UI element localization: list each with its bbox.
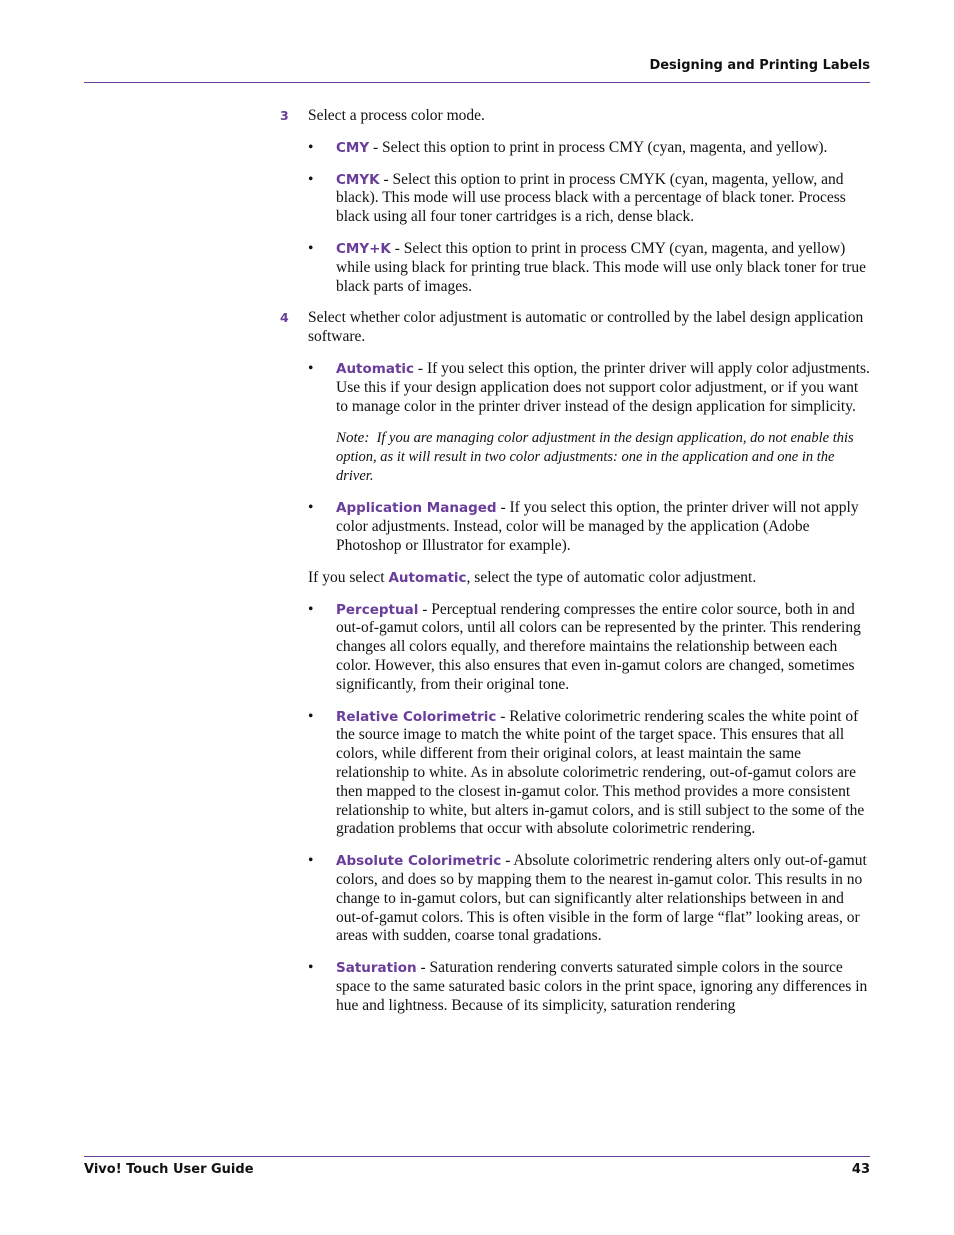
term-cmy: CMY <box>336 139 370 156</box>
term-automatic-ref: Automatic <box>388 569 467 586</box>
running-header: Designing and Printing Labels <box>649 58 870 73</box>
list-item-perceptual <box>280 601 870 695</box>
item-text: - If you select this option, the printer driver will not apply color adjustments. Instead, color will be managed by the application (Adobe Photoshop or Illustrator for example). <box>336 499 859 554</box>
step-number: 4 <box>280 310 289 326</box>
item-text: - Select this option to print in process CMYK (cyan, magenta, yellow, and black). This mode will use process black with a percentage of black toner. Process black using all four toner cartridges is a rich, dense black. <box>336 170 846 226</box>
page-number: 43 <box>851 1162 870 1177</box>
item-text: - Relative colorimetric rendering scales the white point of the source image to match the white point of the target space. This ensures that all colors, while different from their original colors, at least maintain the same relationship to white. As in absolute colorimetric rendering, out-of-gamut colors are then mapped to the closest in-gamut color. This method provides a more consistent relationship to white, but alters in-gamut colors, and is still subject to the some of the gradation problems that occur with absolute colorimetric rendering. <box>336 707 865 838</box>
list-item-automatic <box>280 360 870 416</box>
bullet-icon: • <box>308 959 314 977</box>
list-item-saturation <box>280 959 870 1015</box>
footer-rule <box>84 1156 870 1157</box>
step-3 <box>280 107 870 126</box>
page-body <box>280 107 870 1028</box>
item-text: - Select this option to print in process CMY (cyan, magenta, and yellow) while using black for printing true black. This mode will use only black toner for true black parts of images. <box>336 239 867 295</box>
note-label: Note: <box>336 430 370 447</box>
term-perceptual: Perceptual <box>336 601 419 618</box>
footer-guide-title: Vivo! Touch User Guide <box>84 1162 254 1177</box>
item-text: - Select this option to print in process CMY (cyan, magenta, and yellow). <box>369 138 828 156</box>
term-automatic: Automatic <box>336 360 415 377</box>
item-text: - If you select this option, the printer driver will apply color adjustments. Use this if your design application does not support color adjustment, or if you want to manage color in the printer driver instead of the design application for simplicity. <box>336 359 870 415</box>
bullet-icon: • <box>308 239 314 257</box>
followup-paragraph <box>280 569 870 588</box>
item-text: - Saturation rendering converts saturated simple colors in the source space to the same saturated basic colors in the print space, ignoring any differences in hue and lightness. Because of its simplicity, saturation rendering <box>336 959 868 1014</box>
bullet-icon: • <box>308 707 314 725</box>
note-text: If you are managing color adjustment in the design application, do not enable this option, as it will result in two color adjustments: one in the application and one in the driver. <box>336 430 854 485</box>
step-4 <box>280 309 870 347</box>
term-saturation: Saturation <box>336 960 417 977</box>
bullet-icon: • <box>308 600 314 618</box>
note <box>280 429 870 486</box>
step-number: 3 <box>280 108 289 123</box>
list-item-cmy <box>280 139 870 158</box>
bullet-icon: • <box>308 138 314 156</box>
step-text: Select a process color mode. <box>308 107 485 124</box>
list-item-relative-colorimetric <box>280 708 870 840</box>
item-text: - Perceptual rendering compresses the entire color source, both in and out-of-gamut colors, until all colors can be represented by the printer. This rendering changes all colors equally, and therefore maintains the relationship between each color. However, this also ensures that even in-gamut colors are changed, sometimes significantly, from their original tone. <box>336 600 861 693</box>
step-text: Select whether color adjustment is automatic or controlled by the label design application software. <box>308 309 864 346</box>
item-text: - Absolute colorimetric rendering alters only out-of-gamut colors, and does so by mapping them to the nearest in-gamut color. This results in no change to in-gamut colors, but can significantly alter relationships between in and out-of-gamut colors. This is often visible in the form of large “flat” looking areas, or areas with sudden, coarse tonal gradations. <box>336 852 867 945</box>
term-cmyk: CMYK <box>336 171 380 188</box>
term-absolute-colorimetric: Absolute Colorimetric <box>336 853 502 870</box>
list-item-cmy-k <box>280 240 870 296</box>
list-item-application-managed <box>280 499 870 555</box>
term-application-managed: Application Managed <box>336 500 497 517</box>
term-relative-colorimetric: Relative Colorimetric <box>336 708 497 725</box>
bullet-icon: • <box>308 499 314 517</box>
list-item-cmyk <box>280 171 870 227</box>
followup-prefix: If you select <box>308 568 389 586</box>
list-item-absolute-colorimetric <box>280 852 870 946</box>
bullet-icon: • <box>308 852 314 870</box>
bullet-icon: • <box>308 170 314 188</box>
bullet-icon: • <box>308 359 314 377</box>
header-rule <box>84 82 870 83</box>
followup-suffix: , select the type of automatic color adjustment. <box>466 568 757 586</box>
term-cmy-k: CMY+K <box>336 240 391 257</box>
